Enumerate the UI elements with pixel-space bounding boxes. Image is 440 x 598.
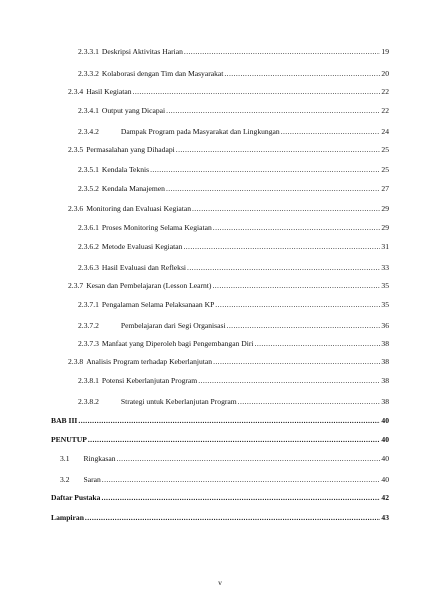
toc-entry-number: 2.3.6.1: [78, 223, 99, 232]
toc-entry[interactable]: [78, 67, 389, 79]
toc-entry-title: Monitoring dan Evaluasi Kegiatan: [86, 204, 191, 213]
toc-entry-page: 20: [381, 69, 389, 78]
toc-entry-page: 38: [381, 376, 389, 385]
toc-entry-page: 22: [381, 87, 389, 96]
toc-entry-title: Saran: [83, 475, 101, 484]
toc-entry-title: Daftar Pustaka: [51, 493, 101, 502]
toc-entry[interactable]: [78, 163, 389, 175]
dot-leader: [150, 165, 380, 175]
dot-leader: [213, 223, 381, 233]
toc-entry-number: 3.2: [60, 475, 70, 484]
toc-entry-page: 36: [381, 321, 389, 330]
toc-entry-page: 27: [381, 184, 389, 193]
dot-leader: [183, 242, 380, 252]
toc-entry-number: 2.3.8.2: [78, 397, 99, 406]
toc-entry-chapter[interactable]: [51, 511, 389, 523]
toc-entry-page: 38: [381, 339, 389, 348]
toc-entry-page: 24: [381, 127, 389, 136]
dot-leader: [224, 69, 380, 79]
toc-entry[interactable]: [78, 104, 389, 116]
toc-entry[interactable]: [78, 240, 389, 252]
toc-entry[interactable]: [78, 319, 389, 331]
toc-entry-page: 40: [381, 475, 389, 484]
toc-entry-chapter[interactable]: [51, 414, 389, 426]
dot-leader: [166, 184, 380, 194]
dot-leader: [255, 339, 381, 349]
toc-entry-title: BAB III: [51, 416, 78, 425]
dot-leader: [281, 127, 381, 137]
toc-entry-title: PENUTUP: [51, 435, 87, 444]
toc-entry-page: 29: [381, 204, 389, 213]
toc-entry-title: Kesan dan Pembelajaran (Lesson Learnt): [86, 281, 212, 290]
toc-entry-page: 43: [381, 513, 389, 522]
toc-entry-page: 35: [381, 281, 389, 290]
toc-entry-page: 38: [381, 397, 389, 406]
toc-entry-title: Kendala Teknis: [101, 165, 150, 174]
toc-entry-title: Metode Evaluasi Kegiatan: [101, 242, 183, 251]
toc-entry-page: 29: [381, 223, 389, 232]
toc-entry-chapter[interactable]: [51, 491, 389, 503]
toc-entry-title: Kendala Manajemen: [101, 184, 165, 193]
toc-entry[interactable]: [78, 395, 389, 407]
toc-entry-title: Dampak Program pada Masyarakat dan Lingkungan: [120, 127, 280, 136]
dot-leader: [192, 204, 380, 214]
toc-entry-page: 25: [381, 145, 389, 154]
toc-entry-page: 40: [381, 416, 389, 425]
toc-entry[interactable]: [78, 125, 389, 137]
toc-entry-number: 2.3.5.2: [78, 184, 99, 193]
toc-entry-number: 2.3.7.3: [78, 339, 99, 348]
toc-entry-title: Strategi untuk Keberlanjutan Program: [120, 397, 237, 406]
dot-leader: [117, 454, 381, 464]
toc-entry[interactable]: [78, 337, 389, 349]
toc-entry-title: Output yang Dicapai: [101, 106, 166, 115]
toc-entry[interactable]: [78, 182, 389, 194]
toc-entry-title: Proses Monitoring Selama Kegiatan: [101, 223, 212, 232]
toc-entry-title: Analisis Program terhadap Keberlanjutan: [86, 357, 213, 366]
toc-entry-title: Hasil Evaluasi dan Refleksi: [101, 263, 187, 272]
dot-leader: [78, 416, 380, 426]
toc-entry-number: 2.3.5: [68, 145, 84, 154]
dot-leader: [88, 435, 381, 445]
toc-entry[interactable]: [68, 85, 389, 97]
toc-entry-number: 2.3.6.3: [78, 263, 99, 272]
dot-leader: [212, 281, 380, 291]
page-number: v: [218, 578, 222, 587]
toc-entry-page: 40: [381, 454, 389, 463]
toc-entry-page: 22: [381, 106, 389, 115]
toc-entry-page: 35: [381, 300, 389, 309]
toc-entry-number: 2.3.4.2: [78, 127, 99, 136]
toc-entry-title: Lampiran: [51, 513, 84, 522]
toc-entry-page: 33: [381, 263, 389, 272]
dot-leader: [176, 145, 381, 155]
toc-entry-number: 2.3.3.2: [78, 69, 99, 78]
toc-entry-number: 2.3.8: [68, 357, 84, 366]
toc-entry-number: 2.3.7.1: [78, 300, 99, 309]
toc-entry[interactable]: [60, 473, 389, 485]
dot-leader: [166, 106, 380, 116]
toc-entry[interactable]: [68, 355, 389, 367]
toc-entry-title: Kolaborasi dengan Tim dan Masyarakat: [101, 69, 224, 78]
dot-leader: [213, 357, 380, 367]
dot-leader: [85, 513, 380, 523]
toc-entry-page: 25: [381, 165, 389, 174]
toc-entry-number: 2.3.3.1: [78, 47, 99, 56]
toc-entry-title: Ringkasan: [83, 454, 116, 463]
toc-entry-title: Pembelajaran dari Segi Organisasi: [120, 321, 226, 330]
toc-entry-number: 2.3.4.1: [78, 106, 99, 115]
toc-entry-title: Deskripsi Aktivitas Harian: [101, 47, 183, 56]
toc-entry-page: 38: [381, 357, 389, 366]
toc-entry-page: 40: [381, 435, 389, 444]
toc-entry-number: 3.1: [60, 454, 70, 463]
toc-entry-number: 2.3.7: [68, 281, 84, 290]
dot-leader: [198, 376, 380, 386]
toc-entry[interactable]: [78, 298, 389, 310]
dot-leader: [215, 300, 380, 310]
toc-entry-title: Pengalaman Selama Pelaksanaan KP: [101, 300, 215, 309]
toc-entry-number: 2.3.6: [68, 204, 84, 213]
dot-leader: [187, 263, 380, 273]
toc-entry-number: 2.3.4: [68, 87, 84, 96]
dot-leader: [238, 397, 381, 407]
toc-entry-page: 31: [381, 242, 389, 251]
toc-entry-title: Hasil Kegiatan: [86, 87, 132, 96]
toc-entry-number: 2.3.5.1: [78, 165, 99, 174]
toc-entry[interactable]: [68, 279, 389, 291]
toc-entry-title: Manfaat yang Diperoleh bagi Pengembangan Diri: [101, 339, 254, 348]
toc-entry[interactable]: [68, 143, 389, 155]
toc-entry[interactable]: [78, 221, 389, 233]
dot-leader: [227, 321, 381, 331]
toc-entry-page: 19: [381, 47, 389, 56]
toc-entry-number: 2.3.6.2: [78, 242, 99, 251]
dot-leader: [102, 475, 381, 485]
dot-leader: [133, 87, 381, 97]
toc-entry[interactable]: [60, 452, 389, 464]
toc-entry[interactable]: [78, 45, 389, 57]
toc-entry-number: 2.3.8.1: [78, 376, 99, 385]
toc-entry[interactable]: [68, 202, 389, 214]
toc-entry-title: Potensi Keberlanjutan Program: [101, 376, 198, 385]
toc-entry-page: 42: [381, 493, 389, 502]
toc-entry[interactable]: [78, 261, 389, 273]
toc-entry-title: Permasalahan yang Dihadapi: [86, 145, 175, 154]
dot-leader: [184, 47, 381, 57]
dot-leader: [101, 493, 380, 503]
toc-entry-number: 2.3.7.2: [78, 321, 99, 330]
toc-entry[interactable]: [78, 374, 389, 386]
toc-entry-chapter[interactable]: [51, 433, 389, 445]
